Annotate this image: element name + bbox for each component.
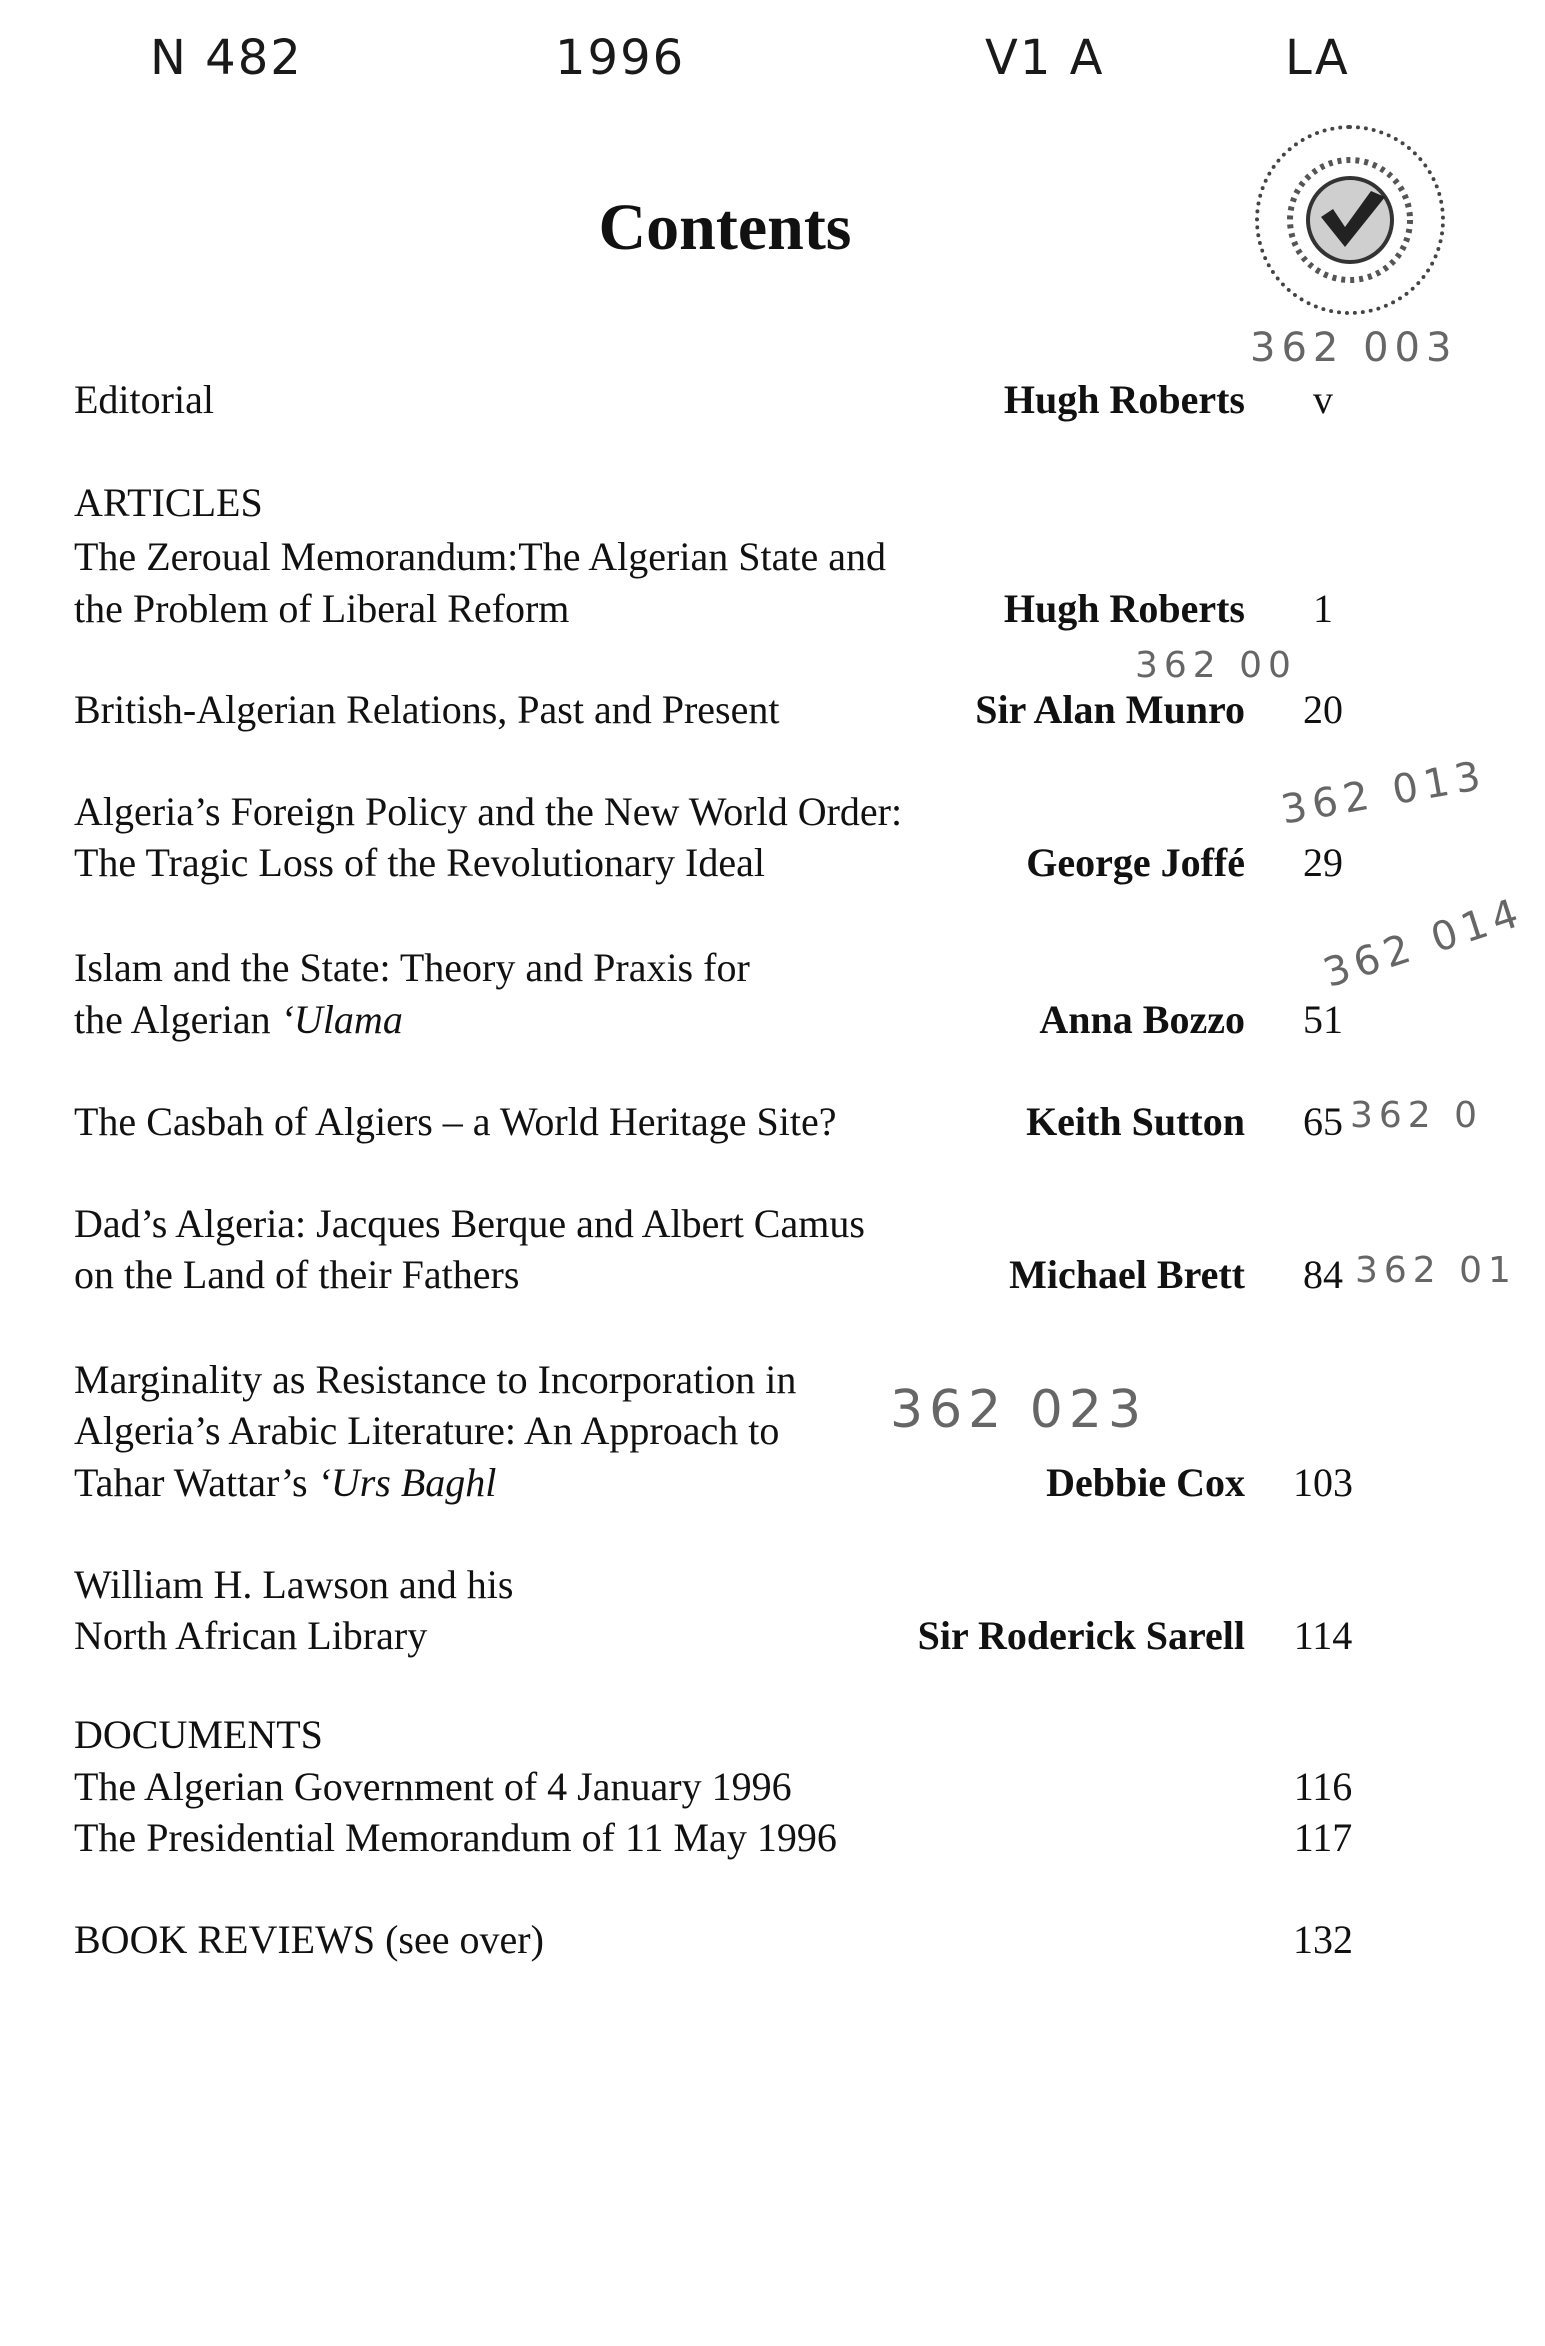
entry-title-italic: ‘Ulama — [280, 997, 403, 1042]
entry-page: 103 — [1293, 1460, 1353, 1505]
margin-note: 362 003 — [1250, 325, 1458, 371]
margin-note: 362 014 — [1317, 889, 1530, 997]
entry-page: 1 — [1313, 586, 1333, 631]
entry-page: 65 — [1303, 1099, 1343, 1144]
entry-page: v — [1313, 377, 1333, 422]
section-heading-articles: ARTICLES — [74, 480, 263, 525]
entry-author: Anna Bozzo — [1039, 997, 1245, 1042]
entry-title-line: the Problem of Liberal Reform — [74, 586, 570, 631]
page-title: Contents — [598, 191, 852, 264]
handwritten-accession-number: N 482 — [150, 30, 303, 86]
entry-author: Hugh Roberts — [1003, 377, 1245, 422]
handwritten-volume: V1 A — [985, 30, 1105, 86]
entry-page: 117 — [1293, 1815, 1353, 1860]
margin-note: 362 023 — [890, 1380, 1148, 1440]
entry-author: George Joffé — [1026, 840, 1245, 885]
entry-title-line: The Zeroual Memorandum:The Algerian State and — [74, 534, 886, 579]
entry-title-line: British-Algerian Relations, Past and Present — [74, 687, 780, 732]
entry-title-line: William H. Lawson and his — [74, 1562, 514, 1607]
entry-author: Michael Brett — [1009, 1252, 1245, 1297]
entry-author: Hugh Roberts — [1003, 586, 1245, 631]
entry-title-line: The Algerian Government of 4 January 1996 — [74, 1764, 792, 1809]
handwritten-code: LA — [1285, 30, 1350, 86]
entry-page: 132 — [1293, 1917, 1353, 1962]
entry-title-line: on the Land of their Fathers — [74, 1252, 520, 1297]
handwritten-year: 1996 — [555, 30, 686, 86]
entry-title-line: The Casbah of Algiers – a World Heritage Site? — [74, 1099, 837, 1144]
section-heading-book-reviews: BOOK REVIEWS (see over) — [74, 1917, 544, 1962]
entry-title-line: The Tragic Loss of the Revolutionary Ideal — [74, 840, 765, 885]
entry-author: Keith Sutton — [1026, 1099, 1245, 1144]
entry-title-line: Marginality as Resistance to Incorporation in — [74, 1357, 797, 1402]
entry-title-italic: ‘Urs Baghl — [317, 1460, 497, 1505]
entry-title: Editorial — [74, 377, 214, 422]
entry-page: 84 — [1303, 1252, 1343, 1297]
margin-note: 362 01 — [1355, 1250, 1517, 1291]
entry-page: 114 — [1293, 1613, 1353, 1658]
entry-author: Sir Alan Munro — [975, 687, 1245, 732]
entry-author: Debbie Cox — [1046, 1460, 1245, 1505]
entry-page: 51 — [1303, 997, 1343, 1042]
entry-title-line: North African Library — [74, 1613, 428, 1658]
entry-title-line: Islam and the State: Theory and Praxis for — [74, 945, 750, 990]
entry-title-line: Dad’s Algeria: Jacques Berque and Albert Camus — [74, 1201, 865, 1246]
entry-page: 29 — [1303, 840, 1343, 885]
entry-page: 20 — [1303, 687, 1343, 732]
entry-title-line: Algeria’s Arabic Literature: An Approach to — [74, 1408, 780, 1453]
entry-title-line: Algeria’s Foreign Policy and the New World Order: — [74, 789, 903, 834]
entry-title-line: the Algerian ‘Ulama — [74, 997, 403, 1042]
margin-note: 362 013 — [1277, 752, 1490, 834]
entry-author: Sir Roderick Sarell — [917, 1613, 1245, 1658]
margin-note: 362 00 — [1135, 645, 1297, 686]
entry-title-line: Tahar Wattar’s ‘Urs Baghl — [74, 1460, 497, 1505]
margin-note: 362 0 — [1350, 1095, 1484, 1136]
section-heading-documents: DOCUMENTS — [74, 1712, 323, 1757]
entry-title-line: The Presidential Memorandum of 11 May 1996 — [74, 1815, 837, 1860]
entry-page: 116 — [1293, 1764, 1353, 1809]
